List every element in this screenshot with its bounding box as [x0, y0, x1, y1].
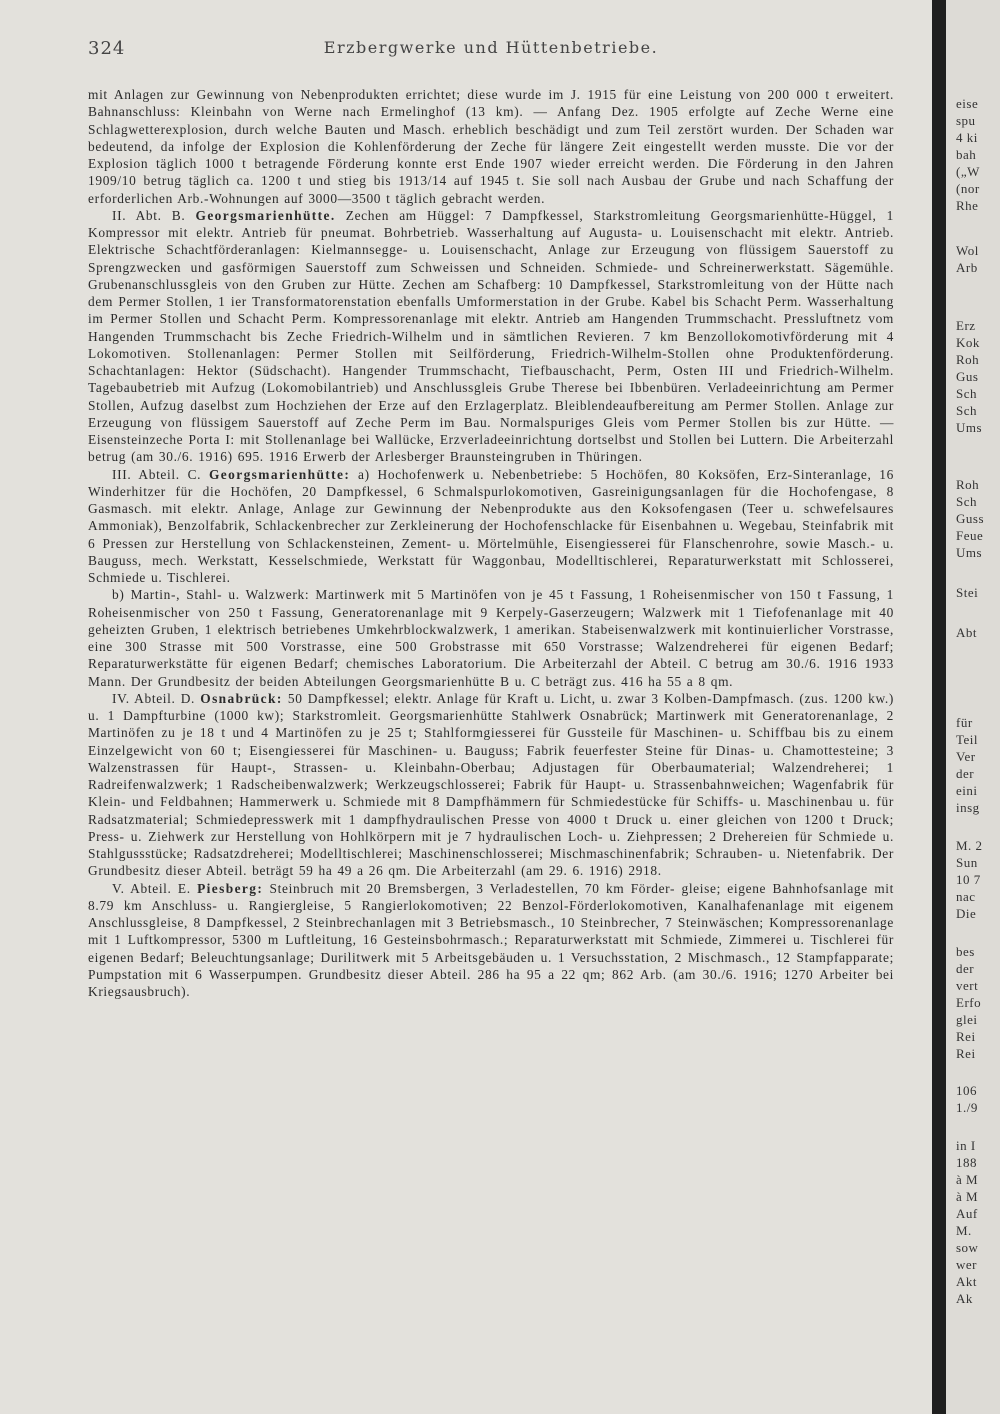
section-heading: Georgsmarienhütte.: [195, 207, 336, 223]
adjacent-page-fragment: Sun: [956, 855, 978, 870]
paragraph-text: V. Abteil. E.: [112, 880, 198, 896]
adjacent-page-fragment: à M: [956, 1172, 979, 1187]
paragraph: [88, 466, 894, 587]
adjacent-page-strip: [946, 0, 1000, 1414]
paragraph-text: IV. Abteil. D.: [112, 690, 201, 706]
adjacent-page-fragment: 10 7: [956, 872, 981, 887]
adjacent-page-fragment: Wol: [956, 243, 979, 258]
adjacent-page-fragment: („W: [956, 164, 980, 179]
adjacent-page-fragment: M. 2: [956, 838, 983, 853]
paragraph: [88, 690, 894, 880]
adjacent-page-fragment: Sch: [956, 386, 977, 401]
adjacent-page-fragment: der: [956, 766, 975, 781]
adjacent-page-fragment: M.: [956, 1223, 972, 1238]
paragraph-text: Steinbruch mit 20 Bremsbergen, 3 Verladestellen, 70 km Förder- gleise; eigene Bahnhofsanlage mit 8.79 km Anschluss- u. Rangiergleise, 5 Rangierlokomotiven; 22 Benzol-Förderlokomotiven, Kanalhafenanlage mit eigenem Anschlussgleise, 8 Dampfkessel, 2 Steinbrechanlagen mit 3 Betriebsmasch., 10 Steinbrecher, 7 Steinwäschen; Kompressorenanlage mit 1 Luftkompressor, 5300 m Luftleitung, 16 Gesteinsbohrmasch.; Reparaturwerkstatt mit Schmiede, Zimmerei u. Tischlerei für eigenen Bedarf; Beleuchtungsanlage; Durilitwerk mit 5 Arbeitsgebäuden u. 1 Versuchsstation, 2 Mischmasch., 12 Stampfapparate; Pumpstation mit 6 Wasserpumpen. Grundbesitz dieser Abteil. 286 ha 95 a 22 qm; 862 Arb. (am 30./6. 1916; 1270 Arbeiter bei Kriegsausbruch).: [88, 880, 894, 999]
adjacent-page-fragment: Sch: [956, 403, 977, 418]
section-heading: Georgsmarienhütte:: [208, 466, 351, 482]
adjacent-page-fragment: 4 ki: [956, 130, 978, 145]
adjacent-page-fragment: insg: [956, 800, 980, 815]
paragraph-text: mit Anlagen zur Gewinnung von Nebenprodukten errichtet; diese wurde im J. 1915 für eine Leistung von 200 000 t erweitert. Bahnanschluss: Kleinbahn von Werne nach Ermelinghof (13 km). — Anfang Dez. 1905 erfolgte auf Zeche Werne eine Schlagwetterexplosion, durch welche Bauten und Masch. erheblich beschädigt und zum Teil zerstört wurden. Der Schaden war bedeutend, da infolge der Explosion die Kohlenförderung der Zeche für längere Zeit eingestellt werden musste. Die vor der Explosion täglich 1000 t betragende Förderung konnte erst Ende 1907 wieder erreicht werden. Die Förderung in den Jahren 1909/10 betrug täglich ca. 1200 t und stieg bis 1913/14 auf 1945 t. Sie soll nach Ausbau der Grube und nach Schaffung der erforderlichen Arb.-Wohnungen auf 3000—3500 t täglich gebracht werden.: [88, 87, 894, 206]
paragraph-text: Zechen am Hüggel: 7 Dampfkessel, Starkstromleitung Georgsmarienhütte-Hüggel, 1 Kompressor mit elektr. Antrieb für pneumat. Bohrbetrieb. Wasserhaltung auf Augusta- u. Louisenschacht mit elektr. Antrieb. Elektrische Schachtförderanlagen: Kielmannsegge- u. Louisenschacht, Anlage zur Erzeugung von flüssigem Sauerstoff zu Sprengzwecken und gasförmigen Sauerstoff zum Schweissen und Schneiden. Schmiede- und Schreinerwerkstatt. Sägemühle. Grubenanschlussgleis von den Gruben zur Hütte. Zechen am Schafberg: 10 Dampfkessel, Starkstromleitung von der Hütte nach dem Permer Stollen, 1 ier Transformatorenstation ebenfalls Umformerstation in der Grube. Kabel bis Schacht Perm. Wasserhaltung im Permer Stollen und Schacht Perm. Kompressorenanlage mit elektr. Antrieb am Hangenden Trummschacht. Pressluftnetz vom Hangenden Trummschacht bis Zeche Friedrich-Wilhelm und in sämtlichen Revieren. 7 km Benzollokomotivförderung mit 4 Lokomotiven. Stollenanlagen: Permer Stollen mit Seilförderung, Friedrich-Wilhelm-Stollen ohne Produktenförderung. Schachtanlagen: Hektor (Südschacht). Hangender Trummschacht, Tiefbauschacht, Perm, Osten III und Friedrich-Wilhelm. Tagebaubetrieb mit Aufzug (Lokomobilantrieb) und Anschlussgleis Grube Therese bei Ibbenbüren. Verladeeinrichtung am Permer Stollen, Aufzug daselbst zum Hochziehen der Erze auf den Erzlagerplatz. Bleiblendeaufbereitung am Permer Stollen. Anlage zur Erzeugung von flüssigem Sauerstoff auf Zeche Perm im Bau. Normalspuriges Gleis vom Permer Stollen bis zur Hütte. — Eisensteinzeche Porta I: mit Stollenanlage bei Wallücke, Erzverladeeinrichtung dortselbst und Stollen bei Luttern. Die Arbeiterzahl betrug (am 30./6. 1916) 695. 1916 Erwerb der Arlesberger Braunsteingruben in Thüringen.: [88, 207, 894, 465]
adjacent-page-fragment: Ak: [956, 1291, 973, 1306]
adjacent-page-fragment: 106: [956, 1083, 977, 1098]
adjacent-page-fragment: vert: [956, 978, 979, 993]
adjacent-page-fragment: Kok: [956, 335, 980, 350]
page-number: 324: [88, 38, 126, 59]
adjacent-page-fragment: Teil: [956, 732, 979, 747]
paragraph-text: 50 Dampfkessel; elektr. Anlage für Kraft u. Licht, u. zwar 3 Kolben-Dampfmasch. (zus. 1200 kw.) u. 1 Dampfturbine (1000 kw); Starkstromleit. Georgsmarienhütte Stahlwerk Osnabrück; Martinwerk mit Generatorenanlage, 2 Martinöfen zu je 18 t und 4 Martinöfen zu je 25 t; Stahlformgiesserei für Gussteile für Maschinen- u. Schiffbau bis zu einem Einzelgewicht von 60 t; Eisengiesserei für Maschinen- u. Bauguss; Fabrik feuerfester Steine für Dinas- u. Chamottesteine; 3 Walzenstrassen für Haupt-, Strassen- u. Kleinbahn-Oberbau; Adjustagen für Oberbaumaterial; Walzendreherei; 1 Radreifenwalzwerk; 1 Radscheibenwalzwerk; Werkzeugschlosserei; Fabrik für Haupt- u. Strassenbahnweichen; Wagenfabrik für Klein- und Feldbahnen; Hammerwerk u. Schmiede mit 8 Dampfhämmern für Schmiedestücke für Schiffs- u. Maschinenbau u. für Radsatzmaterial; Schmiedepresswerk mit 1 dampfhydraulischen Presse von 4000 t Druck u. einer gleichen von 1200 t Druck; Press- u. Ziehwerk zur Herstellung von Hohlkörpern mit je 7 hydraulischen Loch- u. Ziehpressen; 2 Drehereien für Schmiede u. Stahlgussstücke; Radsatzdreherei; Modelltischlerei; Maschinenschlosserei; Mischmaschinenfabrik; Schrauben- u. Nietenfabrik. Der Grundbesitz dieser Abteil. beträgt 59 ha 49 a 26 qm. Die Arbeiterzahl (am 29. 6. 1916) 2918.: [88, 690, 894, 879]
adjacent-page-fragment: Erfo: [956, 995, 982, 1010]
paragraph: [88, 86, 894, 207]
adjacent-page-fragment: bes: [956, 944, 975, 959]
section-heading: Piesberg:: [197, 880, 264, 896]
paragraph: [88, 880, 894, 1001]
paragraph-text: b) Martin-, Stahl- u. Walzwerk: Martinwerk mit 5 Martinöfen von je 45 t Fassung, 1 Roheisenmischer von 150 t Fassung, 1 Roheisenmischer von 250 t Fassung, Generatorenanlage mit 9 Kerpely-Gaserzeugern; Walzwerk mit 1 Tiefofenanlage mit 40 geheizten Gruben, 1 elektrisch betriebenes Umkehrblockwalzwerk, 1 amerikan. Stabeisenwalzwerk mit kontinuierlicher Vorstrasse, eine 300 Strasse mit 500 Vorstrasse, eine 500 Grobstrasse mit 650 Vorstrasse; Walzendreherei für eigenen Bedarf; Reparaturwerkstätte für eigenen Bedarf; chemisches Laboratorium. Die Arbeiterzahl der Abteil. C betrug am 30./6. 1916 1933 Mann. Der Grundbesitz der beiden Abteilungen Georgsmarienhütte B u. C beträgt zus. 416 ha 55 a 8 qm.: [88, 587, 894, 689]
adjacent-page-fragment: bah: [956, 147, 977, 162]
adjacent-page-fragment: glei: [956, 1012, 978, 1027]
adjacent-page-fragment: Stei: [956, 585, 979, 600]
adjacent-page-fragment: Akt: [956, 1274, 977, 1289]
adjacent-page-fragment: wer: [956, 1257, 977, 1272]
adjacent-page-fragment: 1./9: [956, 1100, 978, 1115]
adjacent-page-fragment: Gus: [956, 369, 979, 384]
running-head: Erzbergwerke und Hüttenbetriebe.: [323, 38, 659, 57]
adjacent-page-fragment: der: [956, 961, 975, 976]
adjacent-page-fragment: Ver: [956, 749, 976, 764]
paragraph: [88, 207, 894, 466]
adjacent-page-fragment: spu: [956, 113, 976, 128]
adjacent-page-fragment: Feue: [956, 528, 984, 543]
paragraph-text: a) Hochofenwerk u. Nebenbetriebe: 5 Hochöfen, 80 Koksöfen, Erz-Sinteranlage, 16 Winderhitzer für die Hochöfen, 20 Dampfkessel, 6 Schmalspurlokomotiven, Gasreinigungsanlagen für die Hochofengase, 8 Gasmasch. mit elektr. Anlage, Anlage zur Gewinnung der Nebenprodukte aus den Koksofengasen (Teer u. schwefelsaures Ammoniak), Benzolfabrik, Schlackenbrecher zur Zerkleinerung der Hochofenschlacke für Eisenbahnen u. Wegebau, Steinfabrik mit 6 Pressen zur Herstellung von Schlackensteinen, Zement- u. Mörtelmühle, Eisengiesserei für Flanschenrohre, sowie Masch.- u. Bauguss, mech. Werkstatt, Kesselschmiede, Werkstatt für Waggonbau, Modelltischlerei, Reparaturwerkstatt mit Schlosserei, Schmiede u. Tischlerei.: [88, 466, 894, 585]
adjacent-page-fragment: eise: [956, 96, 979, 111]
paragraph-text: II. Abt. B.: [112, 207, 196, 223]
book-gutter: [932, 0, 946, 1414]
paragraph-text: III. Abteil. C.: [112, 466, 209, 482]
adjacent-page-fragment: Auf: [956, 1206, 978, 1221]
adjacent-page-fragment: für: [956, 715, 973, 730]
adjacent-page-fragment: Rei: [956, 1029, 976, 1044]
paragraph: [88, 586, 894, 690]
adjacent-page-fragment: eini: [956, 783, 978, 798]
adjacent-page-fragment: Erz: [956, 318, 976, 333]
adjacent-page-fragment: à M: [956, 1189, 979, 1204]
adjacent-page-fragment: sow: [956, 1240, 979, 1255]
section-heading: Osnabrück:: [200, 690, 283, 706]
adjacent-page-fragment: Arb: [956, 260, 978, 275]
page-header: [88, 38, 894, 66]
adjacent-page-fragment: (nor: [956, 181, 980, 196]
adjacent-page-fragment: Roh: [956, 477, 980, 492]
adjacent-page-fragment: Roh: [956, 352, 980, 367]
adjacent-page-fragment: Ums: [956, 420, 983, 435]
adjacent-page-fragment: Guss: [956, 511, 985, 526]
adjacent-page-fragment: Rhe: [956, 198, 979, 213]
adjacent-page-fragment: 188: [956, 1155, 977, 1170]
adjacent-page-fragment: Abt: [956, 625, 977, 640]
adjacent-page-fragment: Die: [956, 906, 977, 921]
adjacent-page-fragment: Sch: [956, 494, 977, 509]
body-text: [88, 86, 894, 1000]
adjacent-page-fragment: in I: [956, 1138, 976, 1153]
adjacent-page-fragment: Ums: [956, 545, 983, 560]
adjacent-page-fragment: nac: [956, 889, 976, 904]
adjacent-page-fragment: Rei: [956, 1046, 976, 1061]
